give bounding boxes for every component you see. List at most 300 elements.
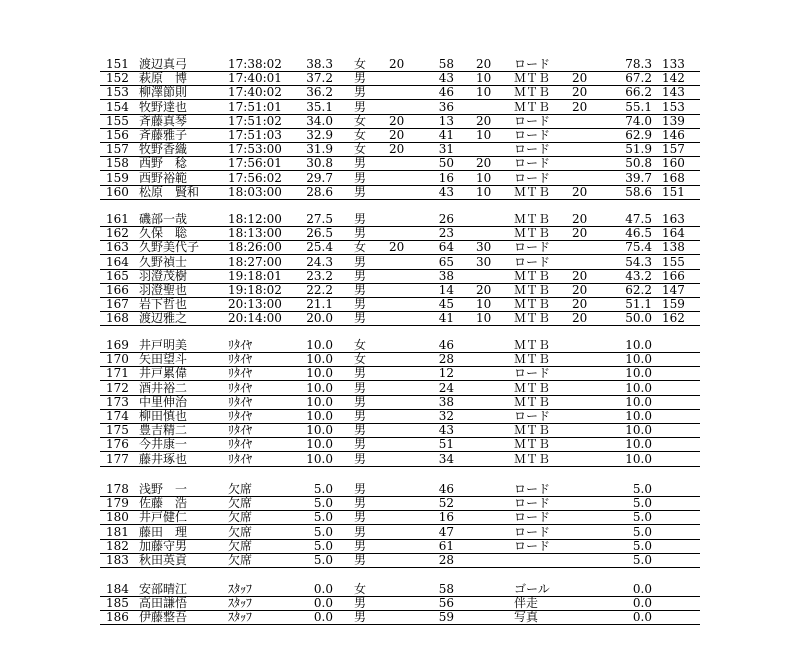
participant-name: 渡辺真弓 bbox=[139, 57, 188, 71]
rank: 162 bbox=[662, 311, 685, 326]
age: 41 bbox=[438, 311, 454, 326]
participant-name: 柳澤節則 bbox=[139, 85, 188, 100]
age: 41 bbox=[438, 128, 454, 142]
table-row bbox=[100, 57, 700, 72]
sex: 男 bbox=[354, 496, 367, 511]
row-number: 155 bbox=[106, 113, 129, 128]
distance-bonus: 10 bbox=[476, 71, 492, 86]
bike-type: ロード bbox=[514, 254, 551, 269]
table-row bbox=[100, 114, 700, 129]
bike-type: ＭＴＢ bbox=[514, 394, 551, 409]
total-points: 5.0 bbox=[632, 524, 652, 539]
table-row bbox=[100, 297, 700, 312]
bike-type: ロード bbox=[514, 156, 551, 171]
total-points: 54.3 bbox=[625, 254, 652, 269]
total-points: 66.2 bbox=[625, 85, 652, 100]
bike-type: ＭＴＢ bbox=[514, 283, 551, 297]
age: 43 bbox=[438, 184, 454, 199]
age: 38 bbox=[438, 394, 454, 409]
bike-type: ＭＴＢ bbox=[514, 268, 551, 283]
table-row bbox=[100, 142, 700, 157]
score: 10.0 bbox=[306, 352, 333, 367]
table-row bbox=[100, 510, 700, 525]
age: 46 bbox=[438, 85, 454, 100]
sex: 男 bbox=[354, 553, 367, 567]
bike-type: ＭＴＢ bbox=[514, 184, 551, 199]
participant-name: 佐藤 浩 bbox=[139, 496, 188, 511]
row-number: 163 bbox=[106, 240, 129, 255]
bike-type: 写真 bbox=[514, 610, 539, 625]
bike-type: ロード bbox=[514, 482, 551, 496]
distance-bonus: 20 bbox=[476, 113, 492, 128]
score: 10.0 bbox=[306, 423, 333, 438]
score: 5.0 bbox=[313, 510, 333, 525]
score: 35.1 bbox=[306, 99, 333, 114]
age: 36 bbox=[438, 99, 454, 114]
finish-time: 20:13:00 bbox=[228, 297, 282, 312]
total-points: 10.0 bbox=[625, 338, 652, 352]
age: 32 bbox=[438, 409, 454, 423]
sex: 男 bbox=[354, 482, 367, 496]
total-points: 10.0 bbox=[625, 366, 652, 381]
score: 30.8 bbox=[306, 156, 333, 171]
finish-time: 欠席 bbox=[228, 482, 253, 496]
total-points: 10.0 bbox=[625, 352, 652, 367]
table-row bbox=[100, 269, 700, 284]
sex: 女 bbox=[354, 352, 367, 367]
sex: 男 bbox=[354, 423, 367, 438]
row-number: 162 bbox=[106, 226, 129, 241]
total-points: 62.9 bbox=[625, 128, 652, 142]
row-number: 179 bbox=[106, 496, 129, 511]
total-points: 55.1 bbox=[625, 99, 652, 114]
score: 5.0 bbox=[313, 553, 333, 567]
row-number: 157 bbox=[106, 142, 129, 157]
total-points: 75.4 bbox=[625, 240, 652, 255]
bike-bonus: 20 bbox=[572, 184, 588, 199]
participant-name: 酒井裕二 bbox=[139, 380, 188, 395]
rank: 146 bbox=[662, 128, 685, 142]
bike-type: ＭＴＢ bbox=[514, 311, 551, 326]
score: 5.0 bbox=[313, 524, 333, 539]
distance-bonus: 10 bbox=[476, 170, 492, 185]
participant-name: 井戸累偉 bbox=[139, 366, 188, 381]
row-number: 174 bbox=[106, 409, 129, 423]
sex: 男 bbox=[354, 99, 367, 114]
age: 59 bbox=[438, 610, 454, 625]
bike-type: ＭＴＢ bbox=[514, 226, 551, 241]
female-bonus: 20 bbox=[389, 128, 405, 142]
finish-time: ﾘﾀｲﾔ bbox=[228, 437, 253, 452]
score: 5.0 bbox=[313, 496, 333, 511]
distance-bonus: 10 bbox=[476, 297, 492, 312]
finish-time: 17:51:02 bbox=[228, 113, 282, 128]
sex: 女 bbox=[354, 142, 367, 157]
table-row bbox=[100, 128, 700, 143]
total-points: 10.0 bbox=[625, 451, 652, 466]
female-bonus: 20 bbox=[389, 142, 405, 157]
bike-type: ロード bbox=[514, 409, 551, 423]
table-row bbox=[100, 525, 700, 540]
finish-time: 欠席 bbox=[228, 510, 253, 525]
age: 16 bbox=[438, 510, 454, 525]
bike-type: ＭＴＢ bbox=[514, 212, 551, 226]
participant-name: 矢田望斗 bbox=[139, 352, 188, 367]
row-number: 164 bbox=[106, 254, 129, 269]
finish-time: ｽﾀｯﾌ bbox=[228, 596, 253, 611]
table-row bbox=[100, 366, 700, 381]
participant-name: 安部晴江 bbox=[139, 582, 188, 596]
bike-type: ロード bbox=[514, 524, 551, 539]
age: 24 bbox=[438, 380, 454, 395]
age: 46 bbox=[438, 338, 454, 352]
table-row bbox=[100, 409, 700, 424]
finish-time: 17:40:02 bbox=[228, 85, 282, 100]
bike-type: ＭＴＢ bbox=[514, 380, 551, 395]
score: 31.9 bbox=[306, 142, 333, 157]
sex: 男 bbox=[354, 596, 367, 611]
score: 10.0 bbox=[306, 366, 333, 381]
rank: 139 bbox=[662, 113, 685, 128]
score: 20.0 bbox=[306, 311, 333, 326]
row-number: 184 bbox=[106, 582, 129, 596]
table-row bbox=[100, 582, 700, 597]
table-row bbox=[100, 423, 700, 438]
total-points: 10.0 bbox=[625, 409, 652, 423]
distance-bonus: 10 bbox=[476, 128, 492, 142]
total-points: 0.0 bbox=[632, 582, 652, 596]
total-points: 62.2 bbox=[625, 283, 652, 297]
sex: 男 bbox=[354, 71, 367, 86]
score: 24.3 bbox=[306, 254, 333, 269]
total-points: 43.2 bbox=[625, 268, 652, 283]
total-points: 10.0 bbox=[625, 380, 652, 395]
row-number: 156 bbox=[106, 128, 129, 142]
table-row bbox=[100, 311, 700, 326]
sex: 男 bbox=[354, 451, 367, 466]
finish-time: 17:40:01 bbox=[228, 71, 282, 86]
age: 46 bbox=[438, 482, 454, 496]
age: 34 bbox=[438, 451, 454, 466]
age: 45 bbox=[438, 297, 454, 312]
finish-time: ﾘﾀｲﾔ bbox=[228, 451, 253, 466]
total-points: 58.6 bbox=[625, 184, 652, 199]
age: 61 bbox=[438, 538, 454, 553]
row-number: 158 bbox=[106, 156, 129, 171]
score: 37.2 bbox=[306, 71, 333, 86]
sex: 男 bbox=[354, 283, 367, 297]
bike-type: ＭＴＢ bbox=[514, 338, 551, 352]
distance-bonus: 30 bbox=[476, 240, 492, 255]
score: 22.2 bbox=[306, 283, 333, 297]
female-bonus: 20 bbox=[389, 113, 405, 128]
age: 47 bbox=[438, 524, 454, 539]
sex: 男 bbox=[354, 524, 367, 539]
sex: 女 bbox=[354, 57, 367, 71]
score: 36.2 bbox=[306, 85, 333, 100]
table-row bbox=[100, 171, 700, 186]
participant-name: 西野裕範 bbox=[139, 170, 188, 185]
table-row bbox=[100, 539, 700, 554]
finish-time: 18:27:00 bbox=[228, 254, 282, 269]
score: 0.0 bbox=[313, 596, 333, 611]
sex: 女 bbox=[354, 113, 367, 128]
bike-type: ＭＴＢ bbox=[514, 297, 551, 312]
row-number: 171 bbox=[106, 366, 129, 381]
age: 14 bbox=[438, 283, 454, 297]
finish-time: 19:18:01 bbox=[228, 268, 282, 283]
sex: 男 bbox=[354, 85, 367, 100]
score: 26.5 bbox=[306, 226, 333, 241]
participant-name: 高田謙悟 bbox=[139, 596, 188, 611]
age: 38 bbox=[438, 268, 454, 283]
row-number: 154 bbox=[106, 99, 129, 114]
participant-name: 斉藤真琴 bbox=[139, 113, 188, 128]
total-points: 51.1 bbox=[625, 297, 652, 312]
age: 52 bbox=[438, 496, 454, 511]
table-row bbox=[100, 71, 700, 86]
sex: 男 bbox=[354, 510, 367, 525]
participant-name: 松原 賢和 bbox=[139, 184, 200, 199]
rank: 133 bbox=[662, 57, 685, 71]
table-row bbox=[100, 338, 700, 353]
score: 21.1 bbox=[306, 297, 333, 312]
row-number: 159 bbox=[106, 170, 129, 185]
bike-type: ロード bbox=[514, 366, 551, 381]
participant-name: 萩原 博 bbox=[139, 71, 188, 86]
row-number: 160 bbox=[106, 184, 129, 199]
rank: 166 bbox=[662, 268, 685, 283]
participant-name: 牧野達也 bbox=[139, 99, 188, 114]
finish-time: 欠席 bbox=[228, 524, 253, 539]
bike-bonus: 20 bbox=[572, 268, 588, 283]
participant-name: 久保 聡 bbox=[139, 226, 188, 241]
finish-time: ﾘﾀｲﾔ bbox=[228, 352, 253, 367]
score: 27.5 bbox=[306, 212, 333, 226]
finish-time: ﾘﾀｲﾔ bbox=[228, 409, 253, 423]
age: 56 bbox=[438, 596, 454, 611]
row-number: 185 bbox=[106, 596, 129, 611]
row-number: 151 bbox=[106, 57, 129, 71]
finish-time: 17:38:02 bbox=[228, 57, 282, 71]
age: 23 bbox=[438, 226, 454, 241]
distance-bonus: 20 bbox=[476, 57, 492, 71]
row-number: 182 bbox=[106, 538, 129, 553]
row-number: 170 bbox=[106, 352, 129, 367]
participant-name: 浅野 一 bbox=[139, 482, 188, 496]
total-points: 5.0 bbox=[632, 538, 652, 553]
score: 0.0 bbox=[313, 582, 333, 596]
score: 5.0 bbox=[313, 538, 333, 553]
participant-name: 中里伸治 bbox=[139, 394, 188, 409]
table-row bbox=[100, 381, 700, 396]
score: 32.9 bbox=[306, 128, 333, 142]
age: 13 bbox=[438, 113, 454, 128]
age: 58 bbox=[438, 582, 454, 596]
row-number: 165 bbox=[106, 268, 129, 283]
age: 43 bbox=[438, 71, 454, 86]
finish-time: ｽﾀｯﾌ bbox=[228, 610, 253, 625]
age: 64 bbox=[438, 240, 454, 255]
row-number: 178 bbox=[106, 482, 129, 496]
total-points: 10.0 bbox=[625, 423, 652, 438]
total-points: 10.0 bbox=[625, 394, 652, 409]
finish-time: 欠席 bbox=[228, 496, 253, 511]
age: 58 bbox=[438, 57, 454, 71]
female-bonus: 20 bbox=[389, 240, 405, 255]
bike-type: ゴール bbox=[514, 582, 550, 596]
finish-time: 17:56:01 bbox=[228, 156, 282, 171]
table-row bbox=[100, 437, 700, 452]
bike-type: ＭＴＢ bbox=[514, 352, 551, 367]
bike-type: ロード bbox=[514, 538, 551, 553]
age: 28 bbox=[438, 352, 454, 367]
total-points: 0.0 bbox=[632, 610, 652, 625]
age: 26 bbox=[438, 212, 454, 226]
participant-name: 豊吉精二 bbox=[139, 423, 188, 438]
participant-name: 井戸明美 bbox=[139, 338, 188, 352]
row-number: 161 bbox=[106, 212, 129, 226]
rank: 163 bbox=[662, 212, 685, 226]
bike-type: ロード bbox=[514, 510, 551, 525]
finish-time: 17:53:00 bbox=[228, 142, 282, 157]
sex: 男 bbox=[354, 297, 367, 312]
rank: 160 bbox=[662, 156, 685, 171]
sex: 女 bbox=[354, 240, 367, 255]
table-row bbox=[100, 553, 700, 568]
finish-time: ﾘﾀｲﾔ bbox=[228, 380, 253, 395]
total-points: 50.0 bbox=[625, 311, 652, 326]
table-row bbox=[100, 185, 700, 200]
table-row bbox=[100, 212, 700, 227]
sex: 男 bbox=[354, 409, 367, 423]
bike-type: ロード bbox=[514, 128, 551, 142]
distance-bonus: 10 bbox=[476, 311, 492, 326]
sex: 男 bbox=[354, 437, 367, 452]
bike-bonus: 20 bbox=[572, 212, 588, 226]
finish-time: ﾘﾀｲﾔ bbox=[228, 423, 253, 438]
bike-type: 伴走 bbox=[514, 596, 539, 611]
age: 50 bbox=[438, 156, 454, 171]
finish-time: 19:18:02 bbox=[228, 283, 282, 297]
table-row bbox=[100, 610, 700, 625]
finish-time: 17:51:03 bbox=[228, 128, 282, 142]
participant-name: 柳田慎也 bbox=[139, 409, 188, 423]
table-row bbox=[100, 596, 700, 611]
finish-time: ﾘﾀｲﾔ bbox=[228, 394, 253, 409]
score: 23.2 bbox=[306, 268, 333, 283]
score: 10.0 bbox=[306, 338, 333, 352]
row-number: 168 bbox=[106, 311, 129, 326]
participant-name: 加藤守男 bbox=[139, 538, 188, 553]
sex: 男 bbox=[354, 254, 367, 269]
score: 10.0 bbox=[306, 394, 333, 409]
finish-time: 17:51:01 bbox=[228, 99, 282, 114]
score: 25.4 bbox=[306, 240, 333, 255]
participant-name: 井戸健仁 bbox=[139, 510, 188, 525]
rank: 151 bbox=[662, 184, 685, 199]
rank: 157 bbox=[662, 142, 685, 157]
bike-bonus: 20 bbox=[572, 226, 588, 241]
finish-time: 18:26:00 bbox=[228, 240, 282, 255]
row-number: 175 bbox=[106, 423, 129, 438]
row-number: 169 bbox=[106, 338, 129, 352]
bike-type: ロード bbox=[514, 57, 551, 71]
participant-name: 西野 稔 bbox=[139, 156, 188, 171]
sex: 女 bbox=[354, 582, 367, 596]
table-row bbox=[100, 255, 700, 270]
participant-name: 岩下哲也 bbox=[139, 297, 188, 312]
total-points: 39.7 bbox=[625, 170, 652, 185]
table-row bbox=[100, 85, 700, 100]
sex: 女 bbox=[354, 338, 367, 352]
score: 10.0 bbox=[306, 380, 333, 395]
sex: 男 bbox=[354, 156, 367, 171]
score: 38.3 bbox=[306, 57, 333, 71]
table-row bbox=[100, 100, 700, 115]
participant-name: 羽澄茂樹 bbox=[139, 268, 188, 283]
row-number: 176 bbox=[106, 437, 129, 452]
total-points: 78.3 bbox=[625, 57, 652, 71]
table-row bbox=[100, 226, 700, 241]
participant-name: 藤田 理 bbox=[139, 524, 188, 539]
age: 16 bbox=[438, 170, 454, 185]
bike-bonus: 20 bbox=[572, 71, 588, 86]
bike-type: ＭＴＢ bbox=[514, 437, 551, 452]
age: 65 bbox=[438, 254, 454, 269]
rank: 168 bbox=[662, 170, 685, 185]
score: 10.0 bbox=[306, 437, 333, 452]
participant-name: 牧野香織 bbox=[139, 142, 188, 157]
score: 10.0 bbox=[306, 451, 333, 466]
participant-name: 久野美代子 bbox=[139, 240, 200, 255]
distance-bonus: 30 bbox=[476, 254, 492, 269]
participant-name: 藤井琢也 bbox=[139, 451, 188, 466]
finish-time: ｽﾀｯﾌ bbox=[228, 582, 253, 596]
rank: 164 bbox=[662, 226, 685, 241]
bike-type: ＭＴＢ bbox=[514, 423, 551, 438]
table-row bbox=[100, 156, 700, 171]
table-row bbox=[100, 283, 700, 298]
distance-bonus: 20 bbox=[476, 283, 492, 297]
rank: 153 bbox=[662, 99, 685, 114]
finish-time: ﾘﾀｲﾔ bbox=[228, 366, 253, 381]
bike-bonus: 20 bbox=[572, 311, 588, 326]
age: 28 bbox=[438, 553, 454, 567]
sex: 男 bbox=[354, 226, 367, 241]
row-number: 173 bbox=[106, 394, 129, 409]
sex: 男 bbox=[354, 268, 367, 283]
bike-type: ロード bbox=[514, 170, 551, 185]
table-row bbox=[100, 496, 700, 511]
age: 51 bbox=[438, 437, 454, 452]
rank: 159 bbox=[662, 297, 685, 312]
row-number: 153 bbox=[106, 85, 129, 100]
bike-type: ロード bbox=[514, 113, 551, 128]
row-number: 172 bbox=[106, 380, 129, 395]
sex: 男 bbox=[354, 311, 367, 326]
sex: 男 bbox=[354, 212, 367, 226]
total-points: 5.0 bbox=[632, 553, 652, 567]
finish-time: 18:13:00 bbox=[228, 226, 282, 241]
score: 0.0 bbox=[313, 610, 333, 625]
sex: 女 bbox=[354, 128, 367, 142]
bike-type: ロード bbox=[514, 142, 551, 157]
finish-time: 17:56:02 bbox=[228, 170, 282, 185]
age: 43 bbox=[438, 423, 454, 438]
age: 12 bbox=[438, 366, 454, 381]
bike-type: ロード bbox=[514, 496, 551, 511]
